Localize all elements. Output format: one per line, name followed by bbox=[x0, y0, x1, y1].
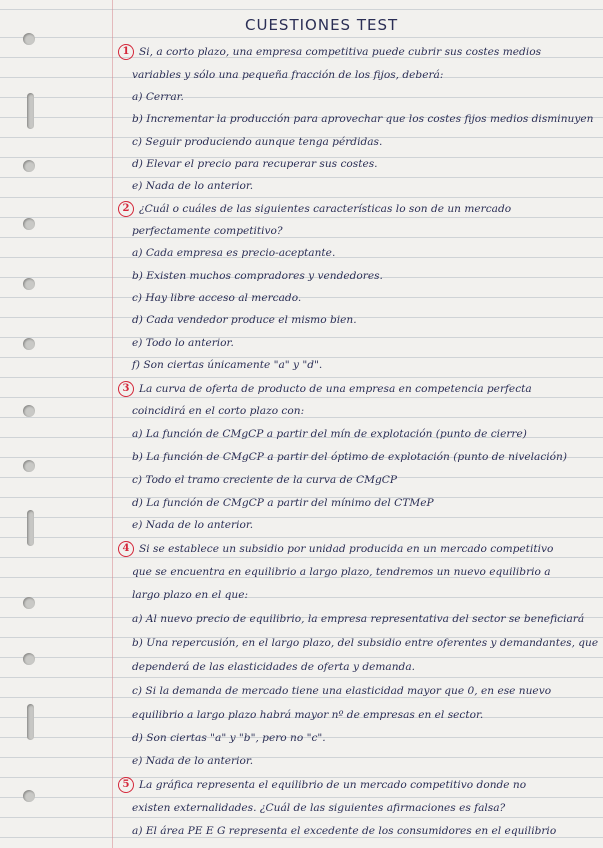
question-text: existen externalidades. ¿Cuál de las siguientes afirmaciones es falsa? bbox=[132, 802, 506, 814]
option: equilibrio a largo plazo habrá mayor nº de empresas en el sector. bbox=[132, 709, 484, 721]
option: c) Hay libre acceso al mercado. bbox=[132, 292, 302, 304]
binder-hole bbox=[23, 338, 35, 350]
question-text: largo plazo en el que: bbox=[132, 589, 249, 601]
option: a) La función de CMgCP a partir del mín de explotación (punto de cierre) bbox=[132, 428, 527, 440]
binder-hole bbox=[23, 160, 35, 172]
binder-slot bbox=[27, 93, 34, 129]
option: b) La función de CMgCP a partir del óptimo de explotación (punto de nivelación) bbox=[132, 451, 568, 463]
option: e) Nada de lo anterior. bbox=[132, 519, 254, 531]
option: e) Nada de lo anterior. bbox=[132, 180, 254, 192]
binder-hole bbox=[23, 218, 35, 230]
question-text: variables y sólo una pequeña fracción de los fijos, deberá: bbox=[132, 69, 444, 81]
binder-slot bbox=[27, 510, 34, 546]
option: e) Nada de lo anterior. bbox=[132, 755, 254, 767]
margin-line bbox=[112, 0, 113, 848]
question-text: que se encuentra en equilibrio a largo plazo, tendremos un nuevo equilibrio a bbox=[132, 566, 551, 578]
option: b) Una repercusión, en el largo plazo, del subsidio entre oferentes y demandantes, que bbox=[132, 637, 599, 649]
binder-hole bbox=[23, 460, 35, 472]
option: d) Cada vendedor produce el mismo bien. bbox=[132, 314, 357, 326]
page-title: CUESTIONES TEST bbox=[245, 16, 399, 34]
question-text: coincidirá en el corto plazo con: bbox=[132, 405, 305, 417]
binder-hole bbox=[23, 405, 35, 417]
binder-hole bbox=[23, 278, 35, 290]
binder-hole bbox=[23, 33, 35, 45]
question-number: 4 bbox=[118, 541, 134, 557]
binder-hole bbox=[23, 790, 35, 802]
question-text: La gráfica representa el equilibrio de un mercado competitivo donde no bbox=[139, 779, 527, 791]
question-number: 3 bbox=[118, 381, 134, 397]
option: c) Todo el tramo creciente de la curva de CMgCP bbox=[132, 474, 397, 486]
option: a) Al nuevo precio de equilibrio, la empresa representativa del sector se beneficiará bbox=[132, 613, 585, 625]
option: d) Elevar el precio para recuperar sus costes. bbox=[132, 158, 378, 170]
question-line bbox=[118, 541, 553, 557]
option: d) La función de CMgCP a partir del mínimo del CTMeP bbox=[132, 497, 434, 509]
binder-slot bbox=[27, 704, 34, 740]
question-line bbox=[118, 777, 526, 793]
option: dependerá de las elasticidades de oferta y demanda. bbox=[132, 661, 416, 673]
option: a) El área PE E G representa el excedente de los consumidores en el equilibrio bbox=[132, 825, 557, 837]
question-line bbox=[118, 201, 511, 217]
question-line bbox=[118, 381, 532, 397]
option: a) Cerrar. bbox=[132, 91, 184, 103]
option: c) Si la demanda de mercado tiene una elasticidad mayor que 0, en ese nuevo bbox=[132, 685, 552, 697]
option: a) Cada empresa es precio-aceptante. bbox=[132, 247, 336, 259]
question-text: La curva de oferta de producto de una empresa en competencia perfecta bbox=[139, 383, 532, 395]
binder-hole bbox=[23, 597, 35, 609]
binder-hole bbox=[23, 653, 35, 665]
question-number: 1 bbox=[118, 44, 134, 60]
option: e) Todo lo anterior. bbox=[132, 337, 234, 349]
question-line bbox=[118, 44, 541, 60]
question-text: ¿Cuál o cuáles de las siguientes características lo son de un mercado bbox=[139, 203, 512, 215]
option: c) Seguir produciendo aunque tenga pérdidas. bbox=[132, 136, 383, 148]
question-text: Si, a corto plazo, una empresa competitiva puede cubrir sus costes medios bbox=[139, 46, 542, 58]
question-text: perfectamente competitivo? bbox=[132, 225, 283, 237]
option: b) Existen muchos compradores y vendedores. bbox=[132, 270, 383, 282]
question-text: Si se establece un subsidio por unidad producida en un mercado competitivo bbox=[139, 543, 554, 555]
question-number: 5 bbox=[118, 777, 134, 793]
option: d) Son ciertas "a" y "b", pero no "c". bbox=[132, 732, 326, 744]
option: b) Incrementar la producción para aprovechar que los costes fijos medios disminuyen bbox=[132, 113, 594, 125]
question-number: 2 bbox=[118, 201, 134, 217]
option: f) Son ciertas únicamente "a" y "d". bbox=[132, 359, 323, 371]
